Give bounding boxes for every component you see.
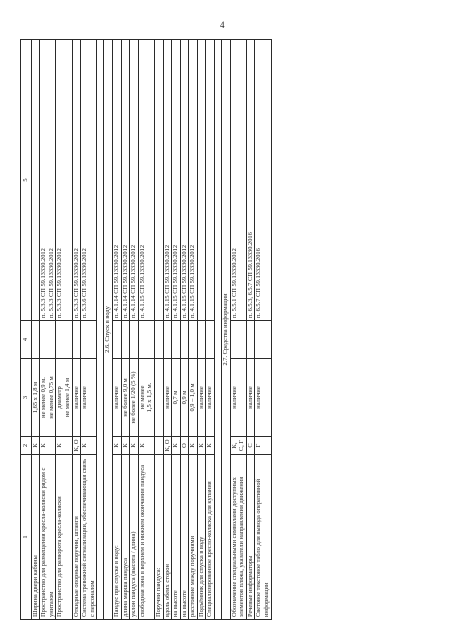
fact-cell xyxy=(172,321,181,359)
requirement-cell: Система тревожной сигнализации, обеспечивающая связь с персоналом xyxy=(81,455,97,620)
table-row xyxy=(56,40,72,620)
section-heading-row xyxy=(222,40,231,620)
category-cell: К xyxy=(138,437,154,455)
value-cell: не более 9,0 м xyxy=(121,359,130,437)
fact-cell xyxy=(121,321,130,359)
table-row xyxy=(246,40,255,620)
reference-cell xyxy=(154,40,163,321)
table-row xyxy=(40,40,56,620)
requirement-cell: Подъёмник для спуска в воду xyxy=(197,455,206,620)
reference-cell: п. 4.1.14 СП 59.13330.2012 xyxy=(130,40,139,321)
value-cell: наличие xyxy=(255,359,271,437)
value-cell: наличие xyxy=(206,359,215,437)
category-cell: К xyxy=(121,437,130,455)
header-cell: 1 xyxy=(21,455,32,620)
value-cell: наличие xyxy=(197,359,206,437)
value-cell: наличие xyxy=(230,359,246,437)
category-cell: К, О xyxy=(72,437,81,455)
requirement-cell: Речевые информаторы xyxy=(246,455,255,620)
category-cell: К, С, Г xyxy=(230,437,246,455)
requirement-cell: длина марша пандуса xyxy=(121,455,130,620)
value-cell: 0,9 – 1,0 м xyxy=(189,359,198,437)
reference-cell: п. 4.1.15 СП 59.13330.2012 xyxy=(180,40,189,321)
category-cell: К xyxy=(40,437,56,455)
table-header-row xyxy=(21,40,32,620)
section-heading: 2.6. Спуск в воду xyxy=(104,40,113,620)
value-cell: 1,65 х 1,8 м xyxy=(31,359,40,437)
value-cell: не менее 1,5 х 1,5 м. xyxy=(138,359,154,437)
table-row xyxy=(31,40,40,620)
category-cell: К, О xyxy=(163,437,172,455)
value-cell: 0,9 м xyxy=(180,359,189,437)
category-cell: Г xyxy=(255,437,271,455)
requirement-cell: свободная зона в верхнем и нижнем окончании пандуса xyxy=(138,455,154,620)
reference-cell: п. 5.3.6 СП 59.13330.2012 xyxy=(81,40,97,321)
requirement-cell: вдоль обеих сторон xyxy=(163,455,172,620)
value-cell xyxy=(154,359,163,437)
table-row xyxy=(81,40,97,620)
category-cell: К xyxy=(56,437,72,455)
reference-cell: п. 5.5.1 СП 59.13330.2012 xyxy=(230,40,246,321)
fact-cell xyxy=(112,321,121,359)
section-heading: 2.7. Средства информации xyxy=(222,40,231,620)
requirement-cell: уклон пандуса (высота / длина) xyxy=(130,455,139,620)
reference-cell xyxy=(206,40,215,321)
requirement-cell: Поручни пандуса: xyxy=(154,455,163,620)
requirement-cell: на высоте xyxy=(180,455,189,620)
category-cell: С xyxy=(246,437,255,455)
table-row xyxy=(206,40,215,620)
category-cell: О xyxy=(180,437,189,455)
requirement-cell: Обозначение специальными символами доступных элементов пляжа, указатели направления движения xyxy=(230,455,246,620)
fact-cell xyxy=(40,321,56,359)
value-cell: наличие xyxy=(163,359,172,437)
fact-cell xyxy=(206,321,215,359)
category-cell xyxy=(154,437,163,455)
table-body xyxy=(31,40,271,620)
fact-cell xyxy=(154,321,163,359)
fact-cell xyxy=(255,321,271,359)
requirement-cell: Световое текстовое табло для вывода оперативной информации xyxy=(255,455,271,620)
reference-cell: п. 4.1.15 СП 59.13330.2012 xyxy=(189,40,198,321)
value-cell: диаметр не менее 1,4 м xyxy=(56,359,72,437)
requirements-table xyxy=(20,39,272,620)
table-row xyxy=(189,40,198,620)
reference-cell: п. 6.5.7 СП 59.13330.2016 xyxy=(255,40,271,321)
table-row xyxy=(180,40,189,620)
value-cell: 0,7 м xyxy=(172,359,181,437)
reference-cell: п. 4.1.14 СП 59.13330.2012 xyxy=(112,40,121,321)
table-row xyxy=(154,40,163,620)
header-cell: 2 xyxy=(21,437,32,455)
reference-cell: п. 5.3.3 СП 59.13330.2012 xyxy=(72,40,81,321)
value-cell: наличие xyxy=(81,359,97,437)
category-cell: К xyxy=(31,437,40,455)
fact-cell xyxy=(189,321,198,359)
reference-cell xyxy=(31,40,40,321)
rotated-table-container xyxy=(20,40,340,620)
fact-cell xyxy=(56,321,72,359)
value-cell: не более 1/20 (5 %) xyxy=(130,359,139,437)
header-cell: 5 xyxy=(21,40,32,321)
fact-cell xyxy=(81,321,97,359)
value-cell: не менее 0,9 м. не менее 0,75 м xyxy=(40,359,56,437)
section-spacer xyxy=(97,40,104,620)
table-row xyxy=(130,40,139,620)
table-row xyxy=(230,40,246,620)
section-spacer xyxy=(215,40,222,620)
fact-cell xyxy=(230,321,246,359)
header-cell: 4 xyxy=(21,321,32,359)
page-number: 4 xyxy=(220,20,225,30)
fact-cell xyxy=(72,321,81,359)
fact-cell xyxy=(197,321,206,359)
category-cell: К xyxy=(172,437,181,455)
reference-cell: п. 6.5.3, 6.5.7 СП 59.13330.2016 xyxy=(246,40,255,321)
fact-cell xyxy=(163,321,172,359)
category-cell: К xyxy=(112,437,121,455)
value-cell: наличие xyxy=(72,359,81,437)
table-row xyxy=(163,40,172,620)
table-row xyxy=(138,40,154,620)
value-cell: наличие xyxy=(112,359,121,437)
requirement-cell: Пространство для размещения кресла-коляски рядом с унитазом xyxy=(40,455,56,620)
fact-cell xyxy=(130,321,139,359)
fact-cell xyxy=(180,321,189,359)
requirement-cell: Пространство для разворота кресла-коляски xyxy=(56,455,72,620)
reference-cell xyxy=(197,40,206,321)
requirement-cell: Ширина двери кабины xyxy=(31,455,40,620)
table-row xyxy=(72,40,81,620)
fact-cell xyxy=(246,321,255,359)
requirement-cell: расстояние между поручнями xyxy=(189,455,198,620)
requirement-cell: на высоте xyxy=(172,455,181,620)
requirement-cell: Откидные опорные поручни, штанги xyxy=(72,455,81,620)
fact-cell xyxy=(31,321,40,359)
category-cell: К xyxy=(189,437,198,455)
table-row xyxy=(172,40,181,620)
reference-cell: п. 4.1.15 СП 59.13330.2012 xyxy=(138,40,154,321)
reference-cell: п. 4.1.15 СП 59.13330.2012 xyxy=(172,40,181,321)
table-row xyxy=(197,40,206,620)
header-cell: 3 xyxy=(21,359,32,437)
table-row xyxy=(255,40,271,620)
requirement-cell: Пандус при спуске в воду: xyxy=(112,455,121,620)
table-row xyxy=(112,40,121,620)
category-cell: К xyxy=(197,437,206,455)
reference-cell: п. 4.1.15 СП 59.13330.2012 xyxy=(163,40,172,321)
reference-cell: п. 5.3.3 СП 59.13330.2012 п. 5.3.3 СП 59.13330.2012 xyxy=(40,40,56,321)
section-heading-row xyxy=(104,40,113,620)
value-cell: наличие xyxy=(246,359,255,437)
reference-cell: п. 4.1.14 СП 59.13330.2012 xyxy=(121,40,130,321)
category-cell: К xyxy=(130,437,139,455)
category-cell: К xyxy=(81,437,97,455)
requirement-cell: Специализированное кресло-коляска для купания xyxy=(206,455,215,620)
category-cell: К xyxy=(206,437,215,455)
reference-cell: п. 5.3.3 СП 59.13330.2012 xyxy=(56,40,72,321)
fact-cell xyxy=(138,321,154,359)
table-row xyxy=(121,40,130,620)
